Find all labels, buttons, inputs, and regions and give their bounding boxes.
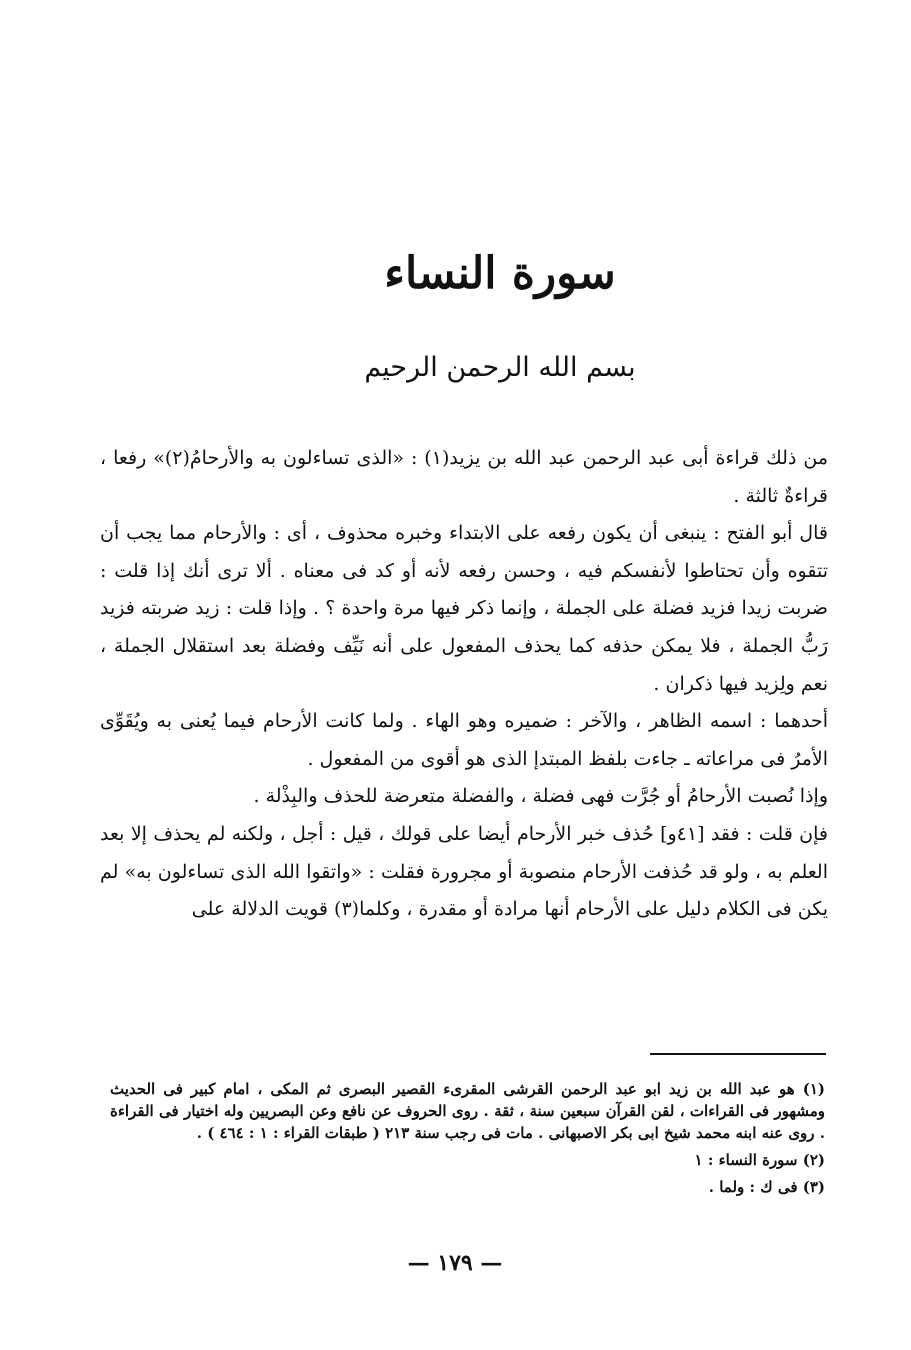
- footnote-divider: [650, 1053, 826, 1055]
- paragraph: وإذا نُصبت الأرحامُ أو جُرَّت فهى فضلة ، والفضلة متعرضة للحذف والبِذْلة .: [253, 785, 828, 808]
- footnotes: [110, 1078, 825, 1203]
- paragraph: أحدهما : اسمه الظاهر ، والآخر : ضميره وهو الهاء . ولما كانت الأرحام فيما يُعنى به ويُقَوِّى الأمرُ فى مراعاته ـ جاءت بلفظ المبتدإ الذى هو أقوى من المفعول .: [100, 710, 828, 770]
- paragraph: قال أبو الفتح : ينبغى أن يكون رفعه على الابتداء وخبره محذوف ، أى : والأرحام مما يجب أن تتقوه وأن تحتاطوا لأنفسكم فيه ، وحسن رفعه لأنه أو كد فى معناه . ألا ترى أنك إذا قلت : ضربت زيدا فزيد فضلة على الجملة ، وإنما ذكر فيها مرة واحدة ؟ . وإذا قلت : زيد ضربته فزيد رَبُّ الجملة ، فلا يمكن حذفه كما يحذف المفعول على أنه نَيِّف وفضلة بعد استقلال الجملة ، نعم ولِزيد فيها ذكران .: [100, 522, 828, 695]
- footnote: (٢) سورة النساء : ١: [694, 1151, 825, 1169]
- basmala: بسم الله الرحمن الرحيم: [364, 352, 636, 383]
- main-text: [100, 440, 828, 929]
- page-number: — ١٧٩ —: [407, 1250, 503, 1276]
- footnote: (٣) فى ك : ولما .: [708, 1178, 825, 1196]
- footnote: (١) هو عبد الله بن زيد ابو عبد الرحمن القرشى المقرىء القصير البصرى ثم المكى ، امام كبير فى الحديث ومشهور فى القراءات ، لقن القرآن سبعين سنة ، ثقة . روى الحروف عن نافع وعن البصريين وله اختيار فى القراءة . روى عنه ابنه محمد شيخ ابى بكر الاصبهانى . مات فى رجب سنة ٢١٣ ( طبقات القراء : ١ : ٤٦٤ ) .: [110, 1080, 825, 1142]
- paragraph: فإن قلت : فقد [٤١و] حُذف خبر الأرحام أيضا على قولك ، قيل : أجل ، ولكنه لم يحذف إلا بعد العلم به ، ولو قد حُذفت الأرحام منصوبة أو مجرورة فقلت : «واتقوا الله الذى تساءلون به» لم يكن فى الكلام دليل على الأرحام أنها مرادة أو مقدرة ، وكلما(٣) قويت الدلالة على: [100, 822, 828, 921]
- paragraph: من ذلك قراءة أبى عبد الرحمن عبد الله بن يزيد(١) : «الذى تساءلون به والأرحامُ(٢)» رفعا ، قراءةٌ ثالثة .: [100, 447, 829, 507]
- surah-title: سورة النساء: [384, 248, 616, 299]
